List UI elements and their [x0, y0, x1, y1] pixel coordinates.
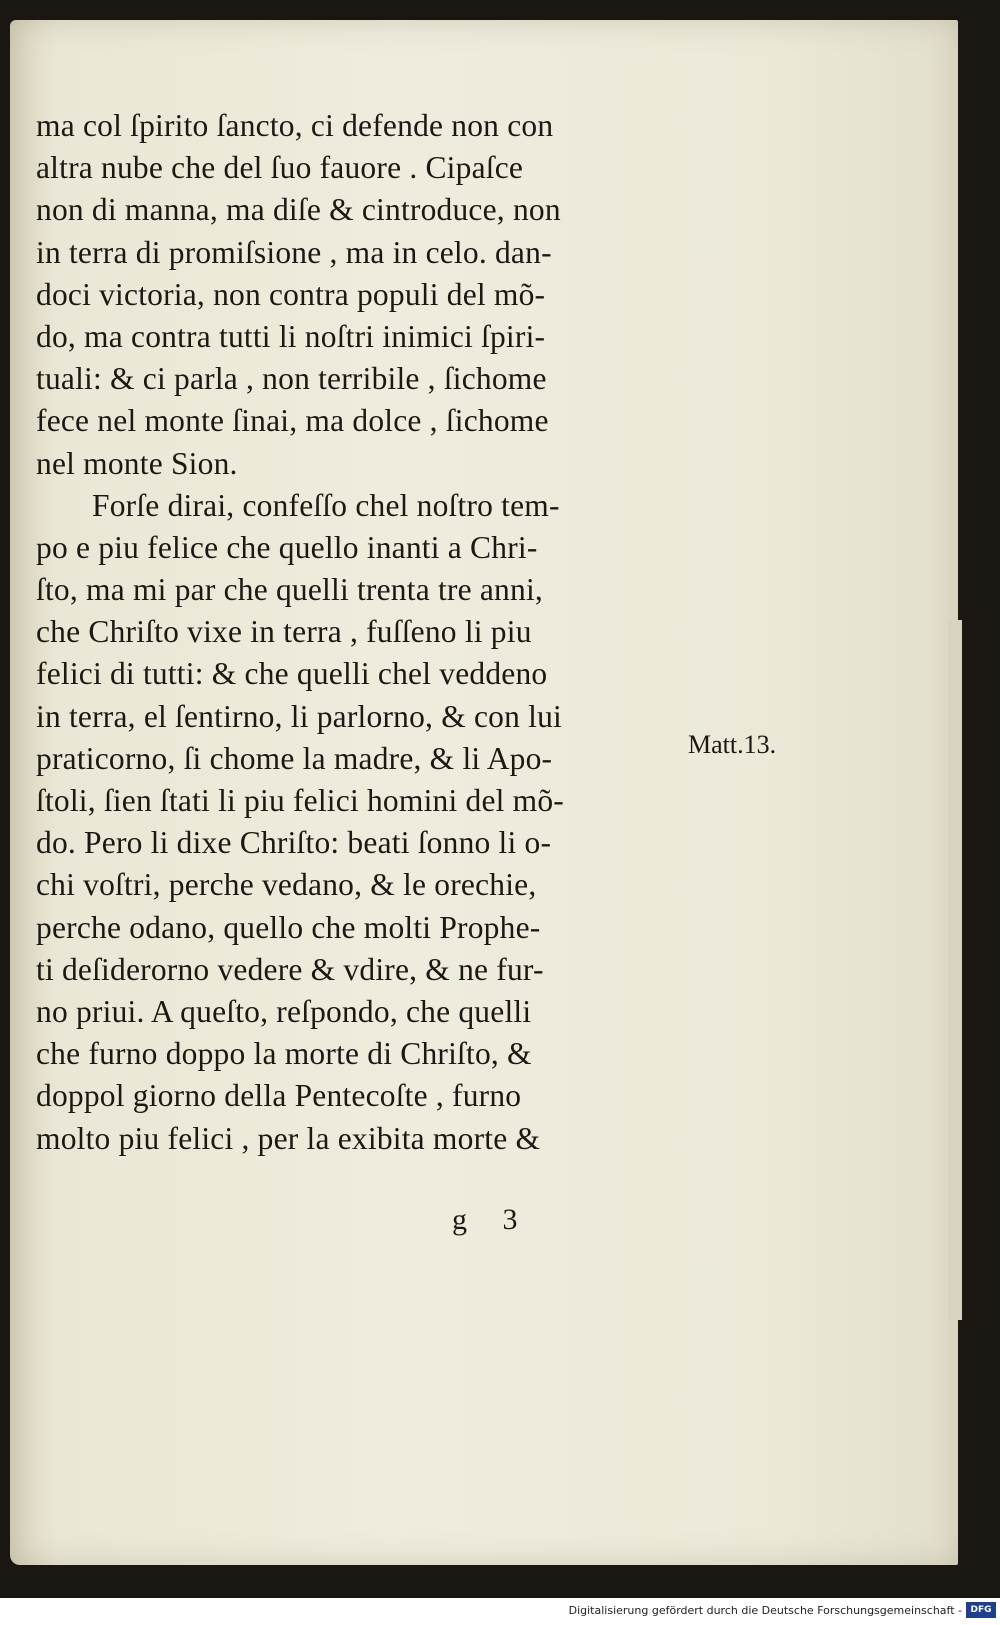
text-line: ſto, ma mi par che quelli trenta tre anni,: [36, 572, 543, 608]
text-line: non di manna, ma diſe & cintroduce, non: [36, 192, 561, 228]
text-line: no priui. A queſto, reſpondo, che quelli: [36, 993, 532, 1029]
signature-mark: g 3: [452, 1203, 532, 1236]
text-line: do. Pero li dixe Chriſto: beati ſonno li o-: [36, 825, 552, 861]
text-line: chi voſtri, perche vedano, & le orechie,: [36, 867, 537, 903]
text-line: praticorno, ſi chome la madre, & li Apo-: [36, 740, 553, 776]
funding-credit: Digitalisierung gefördert durch die Deutsche Forschungsgemeinschaft -: [568, 1604, 962, 1617]
main-text-block: [36, 105, 686, 1160]
text-line: felici di tutti: & che quelli chel veddeno: [36, 656, 548, 692]
paragraph-start-line: Forſe dirai, confeſſo chel noſtro tem-: [92, 487, 560, 523]
text-line: in terra di promiſsione , ma in celo. dan-: [36, 234, 552, 270]
text-line: ma col ſpirito ſancto, ci defende non con: [36, 108, 554, 143]
text-line: po e piu felice che quello inanti a Chri-: [36, 529, 538, 565]
text-line: do, ma contra tutti li noſtri inimici ſpiri-: [36, 318, 546, 354]
marginal-note: Matt.13.: [688, 730, 777, 759]
text-line: altra nube che del ſuo fauore . Cipaſce: [36, 150, 524, 186]
footer-bar: [0, 1598, 1000, 1625]
text-line: in terra, el ſentirno, li parlorno, & con lui: [36, 698, 562, 734]
text-line: nel monte Sion.: [36, 445, 238, 481]
text-line: doppol giorno della Pentecoſte , furno: [36, 1078, 522, 1114]
text-line: doci victoria, non contra populi del mõ-: [36, 276, 546, 312]
text-line: perche odano, quello che molti Prophe-: [36, 909, 541, 945]
text-line: tuali: & ci parla , non terribile , ſichome: [36, 361, 547, 397]
dfg-logo: DFG: [966, 1602, 996, 1618]
text-line: che furno doppo la morte di Chriſto, &: [36, 1036, 532, 1072]
text-line: fece nel monte ſinai, ma dolce , ſichome: [36, 403, 549, 439]
text-line: ſtoli, ſien ſtati li piu felici homini del mõ-: [36, 783, 564, 818]
text-line: ti deſiderorno vedere & vdire, & ne fur-: [36, 951, 544, 987]
text-line: molto piu felici , per la exibita morte &: [36, 1120, 541, 1156]
page-edge: [948, 620, 962, 1320]
text-line: che Chriſto vixe in terra , fuſſeno li piu: [36, 614, 532, 650]
